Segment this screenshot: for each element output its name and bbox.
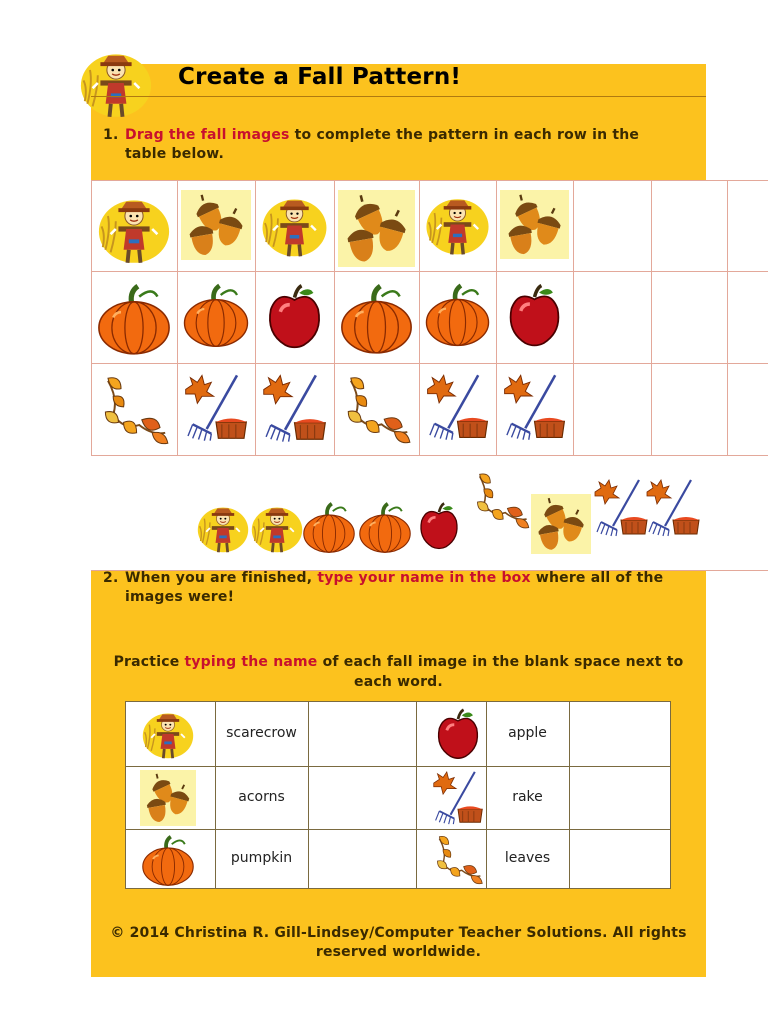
scarecrow-logo-icon [76,44,156,122]
draggable-rake-icon[interactable] [643,478,703,538]
copyright-footer [91,924,706,962]
vocab-word: apple [508,725,547,741]
vocab-answer-field[interactable] [309,703,415,765]
practice-highlight: typing the name [184,654,318,670]
pattern-empty-cell[interactable] [651,271,727,363]
acorns-icon [338,190,415,267]
vocab-answer-field[interactable] [570,703,669,765]
practice-instructions [95,652,702,692]
draggable-scarecrow-icon[interactable] [195,500,251,556]
draggable-acorns-icon[interactable] [531,494,591,554]
draggable-apple-icon[interactable] [413,500,465,552]
instruction-step-2 [103,569,663,607]
draggable-leaves-icon[interactable] [469,470,533,534]
practice-text: Practice [113,654,185,670]
vocab-word: pumpkin [230,849,293,866]
copyright-line1: © 2014 Christina R. Gill-Lindsey/Computer Teacher Solutions. All rights [110,925,687,941]
acorns-icon [140,770,196,826]
draggable-pumpkin-icon[interactable] [301,500,357,556]
acorns-icon [500,190,569,259]
step-number: 2. [103,570,119,586]
step-text: When you are finished, [125,570,318,586]
scarecrow-icon [259,190,330,261]
apple-icon [500,281,569,350]
step-number: 1. [103,127,119,143]
vocab-answer-field[interactable] [309,830,415,887]
pattern-empty-cell[interactable] [727,271,768,363]
step-text-line2: table below. [125,146,225,162]
leaves-icon [338,373,415,450]
rake-icon [259,373,330,444]
step-highlight: type your name in the box [317,570,531,586]
pumpkin-icon [140,833,196,889]
vocabulary-table [125,701,671,889]
scarecrow-icon [95,190,173,268]
pattern-empty-cell[interactable] [573,271,651,363]
pumpkin-icon [95,281,173,359]
vocab-answer-field[interactable] [570,767,669,828]
pattern-empty-cell[interactable] [573,180,651,271]
pattern-empty-cell[interactable] [573,363,651,455]
table-line [416,702,417,888]
title-divider [91,96,706,97]
practice-text: of each fall image in the blank space next to [317,654,684,670]
rake-icon [430,770,486,826]
pumpkin-icon [423,281,492,350]
apple-icon [259,281,330,352]
pattern-empty-cell[interactable] [727,180,768,271]
apple-icon [430,706,486,762]
copyright-line2: reserved worldwide. [315,944,482,960]
acorns-icon [181,190,251,260]
vocab-word: acorns [238,788,285,805]
page-title: Create a Fall Pattern! [178,64,462,90]
scarecrow-icon [140,706,196,762]
rake-icon [181,373,251,443]
image-bank[interactable] [91,455,768,571]
vocab-word: rake [512,788,543,805]
pumpkin-icon [181,281,251,351]
pattern-empty-cell[interactable] [727,363,768,455]
draggable-pumpkin-icon[interactable] [357,500,413,556]
vocab-answer-field[interactable] [309,767,415,828]
step-highlight: Drag the fall images [125,127,290,143]
draggable-scarecrow-icon[interactable] [249,500,305,556]
instruction-step-1 [103,126,639,164]
vocab-word: scarecrow [226,725,297,741]
step-text-line2: images were! [125,589,235,605]
rake-icon [500,373,569,442]
leaves-icon [430,833,486,889]
scarecrow-icon [423,190,492,259]
pattern-empty-cell[interactable] [651,363,727,455]
leaves-icon [95,373,173,451]
practice-text-line2: each word. [354,674,443,690]
vocab-answer-field[interactable] [570,830,669,887]
step-text: to complete the pattern in each row in the [289,127,640,143]
rake-icon [423,373,492,442]
pattern-empty-cell[interactable] [651,180,727,271]
step-text: where all of the [530,570,664,586]
vocab-word: leaves [504,849,551,866]
pattern-table [91,180,768,455]
draggable-rake-icon[interactable] [591,478,651,538]
pumpkin-icon [338,281,415,358]
